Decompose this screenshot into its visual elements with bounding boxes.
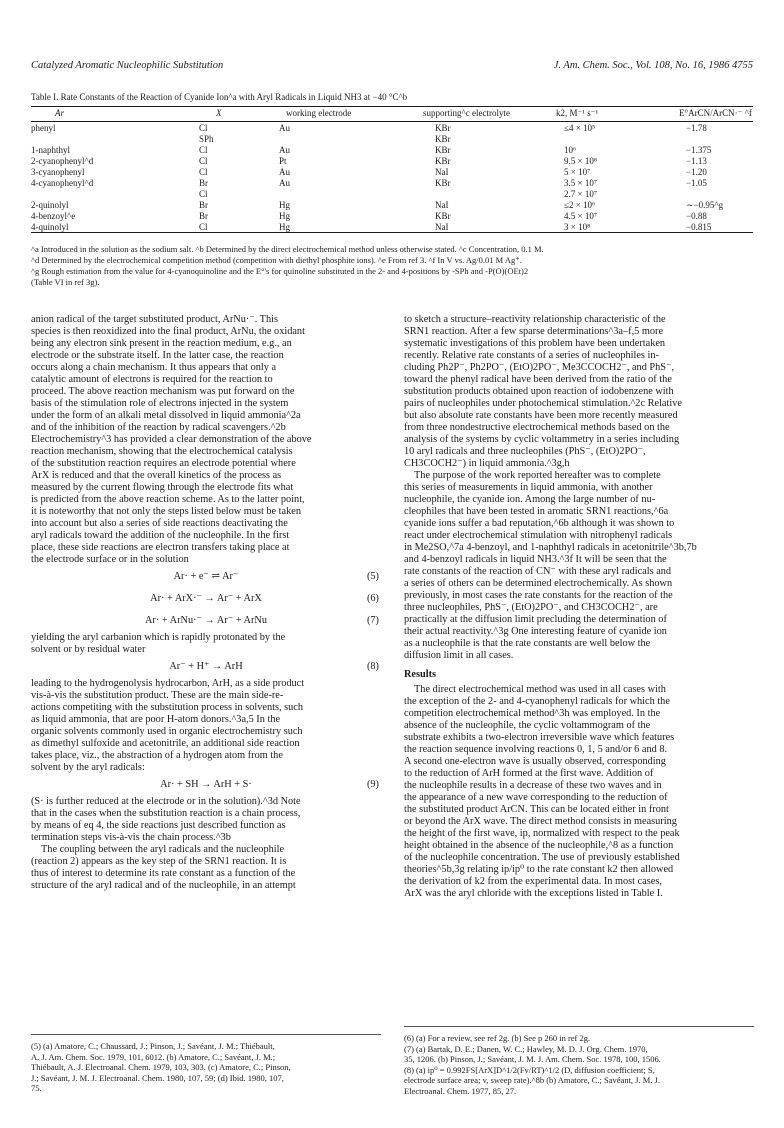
col-header-ar: Ar	[55, 108, 64, 118]
equation-7-text: Ar· + ArNu·⁻ → Ar⁻ + ArNu	[144, 615, 267, 626]
cell-electrode: Hg	[279, 222, 290, 232]
text-line: actions competiting with the substitution process in solvents, such	[31, 702, 303, 713]
text-line: systematic investigations of this problem have been undertaken	[404, 338, 666, 349]
text-line: rate constants of the reaction of CN⁻ with these aryl radicals and	[404, 566, 672, 577]
rate-constants-table	[31, 106, 753, 233]
cell-electrolyte: KBr	[435, 178, 451, 188]
cell-electrolyte: NaI	[435, 200, 449, 210]
left-para-3	[31, 678, 381, 774]
text-line: previously, in most cases the rate constants for the reaction of the	[404, 590, 673, 601]
table-row	[31, 155, 753, 166]
text-line: catalytic amount of electrons is required for the reaction to	[31, 374, 273, 385]
cell-k2: 2.7 × 10⁷	[564, 189, 597, 199]
table-row	[31, 133, 753, 144]
text-line: Electrochemistry^3 has provided a clear demonstration of the above	[31, 434, 312, 445]
reference-line: A. J. Am. Chem. Soc. 1979, 101, 6012. (b) Amatore, C.; Savéant, J. M.;	[31, 1051, 276, 1062]
cell-leaving-group: Cl	[199, 145, 208, 155]
text-line: or beyond the ArX wave. The direct method consists in measuring	[404, 816, 677, 827]
text-line: as liquid ammonia, that are poor H-atom donors.^3a,5 In the	[31, 714, 281, 725]
cell-potential: −1.375	[686, 145, 712, 155]
text-line: three nucleophiles, PhS⁻, (EtO)2PO⁻, and CH3COCH2⁻, are	[404, 602, 658, 613]
cell-electrolyte: KBr	[435, 123, 451, 133]
cell-electrode: Au	[279, 167, 290, 177]
text-line: toward the phenyl radical have been derived from the ratio of the	[404, 374, 672, 385]
equation-6	[31, 588, 381, 610]
right-para-3	[404, 684, 754, 900]
text-line: basis of the stimulation role of electrons injected in the system	[31, 398, 289, 409]
text-line: anion radical of the target substituted product, ArNu·⁻. This	[31, 314, 278, 325]
left-para-1	[31, 314, 381, 566]
cell-aryl: 1-naphthyl	[31, 145, 70, 155]
cell-electrolyte: NaI	[435, 167, 449, 177]
equation-9-text: Ar· + SH → ArH + S·	[160, 779, 252, 790]
equation-8	[31, 656, 381, 678]
text-line: diffusion limit in all cases.	[404, 650, 514, 661]
text-line: The direct electrochemical method was used in all cases with	[414, 684, 666, 695]
table-row	[31, 144, 753, 155]
text-line: structure of the aryl radical and of the nucleophile, in an attempt	[31, 880, 296, 891]
equation-9-number: (9)	[366, 779, 379, 790]
cell-leaving-group: Cl	[199, 156, 208, 166]
cell-electrolyte: NaI	[435, 222, 449, 232]
text-line: the electrode surface or in the solution	[31, 554, 189, 565]
cell-aryl: 4-cyanophenyl^d	[31, 178, 94, 188]
cell-k2: 10⁶	[564, 145, 577, 155]
footnote-separator	[404, 1026, 754, 1027]
table-caption: Table I. Rate Constants of the Reaction of Cyanide Ion^a with Aryl Radicals in Liquid NH3 at −40 °C^b	[31, 92, 408, 102]
text-line: A second one-electron wave is usually observed, corresponding	[404, 756, 666, 767]
cell-leaving-group: Cl	[199, 189, 208, 199]
text-line: ArX was the aryl chloride with the exceptions listed in Table I.	[404, 888, 663, 899]
reference-line: Thiébault, A. J. Electroanal. Chem. 1979, 103, 303. (c) Amatore, C.; Pinson,	[31, 1062, 291, 1072]
text-line: takes place, viz., the abstraction of a hydrogen atom from the	[31, 750, 283, 761]
cell-k2: 3.5 × 10⁷	[564, 178, 597, 188]
cell-electrolyte: KBr	[435, 156, 451, 166]
reference-line: (8) (a) ip⁰ = 0.992FS[ArX]D^1/2(Fv/RT)^1/2 (D, diffusion coefficient; S,	[404, 1064, 655, 1075]
equation-5-text: Ar· + e⁻ ⇌ Ar⁻	[173, 571, 239, 582]
text-line: recently. Relative rate constants of a series of nucleophiles in-	[404, 350, 659, 361]
text-line: that in the cases when the substitution reaction is a chain process,	[31, 808, 301, 819]
text-line: measured by the current flowing through the electrode fits what	[31, 482, 294, 493]
text-line: place, these side reactions are electron transfers taking place at	[31, 542, 290, 553]
text-line: termination steps vis-à-vis the chain process.^3b	[31, 832, 231, 843]
table-footnote: ^d Determined by the electrochemical competition method (competition with diethyl phosphite ions). ^e From ref 3. ^f In V vs. Ag/0.01 M Ag⁺.	[31, 255, 522, 265]
equation-9	[31, 774, 381, 796]
footnote-separator	[31, 1034, 381, 1035]
text-line: the height of the first wave, ip, normalized with respect to the peak	[404, 828, 680, 839]
text-line: a series of others can be determined electrochemically. As shown	[404, 578, 673, 589]
cell-leaving-group: SPh	[199, 134, 214, 144]
col-header-electrolyte: supporting^c electrolyte	[423, 108, 510, 118]
text-line: absence of the nucleophile, the cyclic voltammogram of the	[404, 720, 651, 731]
cell-k2: ≤2 × 10⁶	[564, 200, 596, 210]
text-line: it is noteworthy that not only the steps listed below must be taken	[31, 506, 301, 517]
reference-line: 35, 1206. (b) Pinson, J.; Savéant, J. M. J. Am. Chem. Soc. 1978, 100, 1506.	[404, 1054, 661, 1064]
text-line: solvent by the aryl radicals:	[31, 762, 145, 773]
equation-5-number: (5)	[366, 571, 379, 582]
text-line: analysis of the systems by cyclic voltammetry in a series including	[404, 434, 680, 445]
left-para-2	[31, 632, 381, 656]
text-line: but also absolute rate constants have been more recently measured	[404, 410, 678, 421]
cell-k2: 5 × 10⁷	[564, 167, 591, 177]
cell-electrode: Au	[279, 123, 290, 133]
table-bottom-rule	[31, 232, 753, 233]
text-line: as dimethyl sulfoxide and acetonitrile, an additional side reaction	[31, 738, 300, 749]
text-line: the derivation of k2 from the experimental data. In most cases,	[404, 876, 662, 887]
reference-line: Electroanal. Chem. 1977, 85, 27.	[404, 1085, 517, 1096]
journal-citation: J. Am. Chem. Soc., Vol. 108, No. 16, 1986 4755	[553, 60, 753, 71]
text-line: SRN1 reaction. After a few sparse determinations^3a–f,5 more	[404, 326, 664, 337]
cell-electrode: Pt	[279, 156, 287, 166]
text-line: under the form of an alkali metal dissolved in liquid ammonia^2a	[31, 410, 301, 421]
text-line: into account but also a series of side reactions deactivating the	[31, 518, 288, 529]
text-line: (reaction 2) appears as the key step of the SRN1 reaction. It is	[31, 856, 287, 867]
table-footnote: (Table VI in ref 3g).	[31, 277, 100, 287]
text-line: nucleophile, the cyanide ion. Among the large number of nu-	[404, 494, 656, 505]
equation-6-number: (6)	[366, 593, 379, 604]
cell-potential: −1.78	[686, 123, 707, 133]
reference-line: 75.	[31, 1083, 42, 1093]
text-line: practically at the diffusion limit precluding the determination of	[404, 614, 667, 625]
text-line: occurs along a chain mechanism. It thus appears that only a	[31, 362, 277, 373]
text-line: yielding the aryl carbanion which is rapidly protonated by the	[31, 632, 286, 643]
cell-potential: −1.20	[686, 167, 707, 177]
results-heading: Results	[404, 669, 437, 680]
equation-7-number: (7)	[366, 615, 379, 626]
text-line: leading to the hydrogenolysis hydrocarbon, ArH, as a side product	[31, 678, 305, 689]
text-line: their actual reactivity.^3g One interesting feature of cyanide ion	[404, 626, 667, 637]
text-line: this series of measurements in liquid ammonia, with another	[404, 482, 653, 493]
text-line: electrode or the substrate itself. In the latter case, the reaction	[31, 350, 284, 361]
text-line: (S· is further reduced at the electrode or in the solution).^3d Note	[31, 796, 301, 807]
reference-line: (5) (a) Amatore, C.; Chaussard, J.; Pinson, J.; Savéant, J. M.; Thiébault,	[31, 1041, 275, 1051]
text-line: theories^5b,3g relating ip/ip⁰ to the rate constant k2 then allowed	[404, 864, 674, 875]
cell-potential: −1.13	[686, 156, 707, 166]
col-header-x: X	[216, 108, 222, 118]
cell-electrolyte: KBr	[435, 134, 451, 144]
table-row	[31, 210, 753, 221]
text-line: aryl radicals toward the addition of the nucleophile. In the first	[31, 530, 290, 541]
text-line: 10 aryl radicals and three nucleophiles (PhS⁻, (EtO)2PO⁻,	[404, 446, 646, 457]
right-column	[404, 314, 754, 900]
reference-line: J.; Savéant, J. M. J. Electroanal. Chem. 1980, 107, 59; (d) Ibid. 1980, 107,	[31, 1072, 284, 1083]
reference-line: electrode surface area; v, sweep rate).^8b (b) Amatore, C.; Savéant, J. M. J.	[404, 1075, 660, 1085]
text-line: proceed. The above reaction mechanism was put forward on the	[31, 386, 295, 397]
text-line: organic solvents commonly used in organic electrochemistry such	[31, 726, 303, 737]
text-line: react under electrochemical stimulation with nitrophenyl radicals	[404, 530, 673, 541]
left-para-5	[31, 844, 381, 892]
cell-aryl: 2-quinolyl	[31, 200, 69, 210]
text-line: by means of eq 4, the side reactions just described function as	[31, 820, 286, 831]
equation-7	[31, 610, 381, 632]
cell-potential: −1.05	[686, 178, 707, 188]
cell-electrode: Hg	[279, 200, 290, 210]
running-header	[31, 60, 753, 76]
equation-8-text: Ar⁻ + H⁺ → ArH	[169, 661, 243, 672]
col-header-k2: k2, M⁻¹ s⁻¹	[556, 108, 599, 118]
cell-aryl: 4-benzoyl^e	[31, 211, 76, 221]
col-header-potential: E°ArCN/ArCN·⁻ ^f	[679, 108, 752, 118]
text-line: cleophiles that have been tested in aromatic SRN1 reactions,^6a	[404, 506, 669, 517]
col-header-electrode: working electrode	[286, 108, 352, 118]
text-line: as a nucleophile is that the rate constants are well below the	[404, 638, 651, 649]
text-line: species is then reoxidized into the final product, ArNu, the oxidant	[31, 326, 305, 337]
cell-electrode: Au	[279, 145, 290, 155]
table-header-row	[31, 107, 753, 121]
table-footnote: ^g Rough estimation from the value for 4-cyanoquinoline and the E°'s for quinoline substituted in the 2- and 4-positions by -SPh and -P(O)(OEt)2	[31, 266, 529, 276]
cell-k2: 9.5 × 10⁸	[564, 156, 597, 166]
cell-leaving-group: Cl	[199, 167, 208, 177]
cell-aryl: 4-quinolyl	[31, 222, 69, 232]
text-line: from three nondestructive electrochemical methods based on the	[404, 422, 670, 433]
cell-potential: −0.815	[686, 222, 712, 232]
cell-aryl: 3-cyanophenyl	[31, 167, 85, 177]
cell-k2: ≤4 × 10⁵	[564, 123, 596, 133]
text-line: height obtained in the absence of the nucleophile,^8 as a function	[404, 840, 674, 851]
left-para-4	[31, 796, 381, 844]
references-right	[404, 1026, 754, 1096]
text-line: the reaction sequence involving reactions 0, 1, 5 and/or 6 and 8.	[404, 744, 668, 755]
reference-line: (6) (a) For a review, see ref 2g. (b) See p 260 in ref 2g.	[404, 1033, 591, 1043]
cell-electrolyte: KBr	[435, 211, 451, 221]
cell-leaving-group: Br	[199, 178, 208, 188]
text-line: pairs of nucleophiles under photochemical stimulation.^2c Relative	[404, 398, 682, 409]
text-line: thus of interest to determine its rate constant as a function of the	[31, 868, 296, 879]
cell-leaving-group: Br	[199, 211, 208, 221]
text-line: CH3COCH2⁻) in liquid ammonia.^3g,h	[404, 458, 570, 469]
equation-5	[31, 566, 381, 588]
reference-line: (7) (a) Bartak, D. E.; Danen, W. C.; Hawley, M. D. J. Org. Chem. 1970,	[404, 1043, 648, 1054]
table-footnotes	[31, 244, 753, 288]
cell-aryl: phenyl	[31, 123, 56, 133]
table-body	[31, 122, 753, 232]
text-line: cyanide ions suffer a bad reputation,^6b although it was shown to	[404, 518, 675, 529]
cell-electrolyte: KBr	[435, 145, 451, 155]
text-line: substrate exhibits a two-electron irreversible wave which features	[404, 732, 675, 743]
cell-leaving-group: Cl	[199, 123, 208, 133]
cell-electrode: Hg	[279, 211, 290, 221]
text-line: the nucleophile results in a decrease of these two waves and in	[404, 780, 662, 791]
text-line: reaction mechanism, showing that the electrochemical catalysis	[31, 446, 293, 457]
running-title: Catalyzed Aromatic Nucleophilic Substitution	[31, 60, 224, 71]
text-line: solvent or by residual water	[31, 644, 146, 655]
references-left	[31, 1034, 381, 1094]
cell-electrode: Au	[279, 178, 290, 188]
table-footnote: ^a Introduced in the solution as the sodium salt. ^b Determined by the direct electrochemical method unless otherwise stated. ^c Concentration, 0.1 M.	[31, 244, 544, 254]
cell-potential: ∼−0.95^g	[686, 200, 724, 210]
text-line: of the nucleophile concentration. The use of previously established	[404, 852, 680, 863]
text-line: The coupling between the aryl radicals and the nucleophile	[41, 844, 285, 855]
text-line: substitution products obtained upon reaction of iodobenzene with	[404, 386, 674, 397]
cell-k2: 4.5 × 10⁷	[564, 211, 597, 221]
equation-8-number: (8)	[366, 661, 379, 672]
text-line: being any electron sink present in the reaction medium, e.g., an	[31, 338, 292, 349]
text-line: cluding Ph2P⁻, Ph2PO⁻, (EtO)2PO⁻, Me3CCOCH2⁻, and PhS⁻,	[404, 362, 675, 373]
equation-6-text: Ar· + ArX·⁻ → Ar⁻ + ArX	[150, 593, 262, 604]
text-line: of the substitution reaction requires an electrode potential where	[31, 458, 296, 469]
text-line: the exception of the 2- and 4-cyanophenyl radicals for which the	[404, 696, 670, 707]
text-line: ArX is reduced and that the overall kinetics of the process as	[31, 470, 282, 481]
right-para-2	[404, 470, 754, 662]
table-row	[31, 188, 753, 199]
table-row	[31, 177, 753, 188]
text-line: to sketch a structure–reactivity relationship characteristic of the	[404, 314, 666, 325]
left-column	[31, 314, 381, 892]
table-row	[31, 122, 753, 133]
text-line: in Me2SO,^7a 4-benzoyl, and 1-naphthyl radicals in acetonitrile^3b,7b	[404, 542, 697, 553]
text-line: competition electrochemical method^3h was employed. In the	[404, 708, 661, 719]
text-line: vis-à-vis the substitution product. These are the main side-re-	[31, 690, 284, 701]
text-line: to the reduction of ArH formed at the first wave. Addition of	[404, 768, 654, 779]
table-row	[31, 221, 753, 232]
cell-aryl: 2-cyanophenyl^d	[31, 156, 94, 166]
text-line: and 4-benzoyl radicals in liquid NH3.^3f It will be seen that the	[404, 554, 667, 565]
text-line: is predicted from the above reaction scheme. As to the latter point,	[31, 494, 305, 505]
table-row	[31, 199, 753, 210]
text-line: The purpose of the work reported hereafter was to complete	[414, 470, 661, 481]
text-line: and of the inhibition of the reaction by radical scavengers.^2b	[31, 422, 286, 433]
right-para-1	[404, 314, 754, 470]
cell-leaving-group: Br	[199, 200, 208, 210]
text-line: the appearance of a new wave corresponding to the reduction of	[404, 792, 668, 803]
text-line: the substituted product ArCN. This can be located either in front	[404, 804, 669, 815]
cell-leaving-group: Cl	[199, 222, 208, 232]
cell-k2: 3 × 10⁸	[564, 222, 591, 232]
table-row	[31, 166, 753, 177]
cell-potential: −0.88	[686, 211, 707, 221]
